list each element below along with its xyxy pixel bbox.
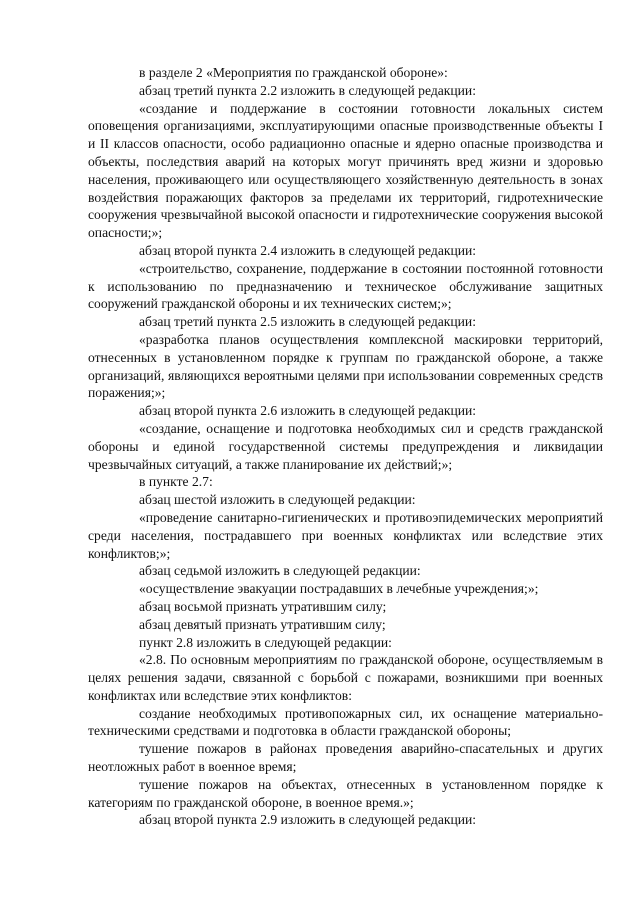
paragraph-text-2-6: «создание, оснащение и подготовка необходимых сил и средств гражданской обороны и единой государственной системы предупреждения и ликвидации чрезвычайных ситуаций, а также планирование их действий;»; [88, 420, 603, 472]
paragraph-amend-2-7-seventh: абзац седьмой изложить в следующей редакции: [139, 563, 421, 579]
paragraph-repeal-eighth: абзац восьмой признать утратившим силу; [139, 598, 387, 614]
paragraph-text-2-8-objects: тушение пожаров на объектах, отнесенных в установленном порядке к категориям по гражданской обороне, в военное время.»; [88, 776, 603, 810]
paragraph-amend-2-6: абзац второй пункта 2.6 изложить в следующей редакции: [139, 403, 477, 419]
paragraph-section-2-intro: в разделе 2 «Мероприятия по гражданской обороне»: [139, 65, 448, 80]
paragraph-text-2-4: «строительство, сохранение, поддержание в состоянии постоянной готовности к использованию по предназначению и техническое обслуживание защитных сооружений гражданской обороны и их технических систем;»; [88, 260, 603, 312]
paragraph-amend-2-7-sixth: абзац шестой изложить в следующей редакции: [139, 492, 416, 508]
document-page [88, 64, 603, 829]
paragraph-amend-2-4: абзац второй пункта 2.4 изложить в следующей редакции: [139, 242, 477, 258]
paragraph-text-2-2: «создание и поддержание в состоянии готовности локальных систем оповещения организациями, эксплуатирующими опасные производственные объекты I и II классов опасности, особо радиационно опасные и ядерно опасные производства и объекты, последствия аварий на которых могут причинять вред жизни и здоровью населения, проживающего или осуществляющего хозяйственную деятельность в зонах воздействия поражающих факторов за пределами их территорий, гидротехнические сооружения чрезвычайной высокой опасности и гидротехнические сооружения высокой опасности;»; [88, 100, 603, 241]
paragraph-text-2-8-areas: тушение пожаров в районах проведения аварийно-спасательных и других неотложных работ в военное время; [88, 741, 603, 775]
paragraph-repeal-ninth: абзац девятый признать утратившим силу; [139, 616, 386, 632]
paragraph-amend-2-2: абзац третий пункта 2.2 изложить в следующей редакции: [139, 82, 476, 98]
paragraph-amend-2-5: абзац третий пункта 2.5 изложить в следующей редакции: [139, 314, 476, 330]
paragraph-amend-2-9: абзац второй пункта 2.9 изложить в следующей редакции: [139, 812, 477, 828]
paragraph-text-2-5: «разработка планов осуществления комплексной маскировки территорий, отнесенных в установленном порядке к группам по гражданской обороне, а также организаций, являющихся вероятными целями при использовании современных средств поражения;»; [88, 331, 603, 401]
paragraph-point-2-7: в пункте 2.7: [139, 474, 213, 490]
paragraph-text-2-7-sixth: «проведение санитарно-гигиенических и противоэпидемических мероприятий среди населения, пострадавшего при военных конфликтах или вследствие этих конфликтов;»; [88, 509, 603, 561]
paragraph-text-2-7-seventh: «осуществление эвакуации пострадавших в лечебные учреждения;»; [139, 581, 539, 597]
paragraph-amend-2-8: пункт 2.8 изложить в следующей редакции: [139, 634, 392, 650]
paragraph-text-2-8-forces: создание необходимых противопожарных сил, их оснащение материально-техническими средствами и подготовка в области гражданской обороны; [88, 705, 603, 739]
paragraph-text-2-8: «2.8. По основным мероприятиям по гражданской обороне, осуществляемым в целях решения задачи, связанной с борьбой с пожарами, возникшими при военных конфликтах или вследствие этих конфликтов: [88, 652, 603, 703]
